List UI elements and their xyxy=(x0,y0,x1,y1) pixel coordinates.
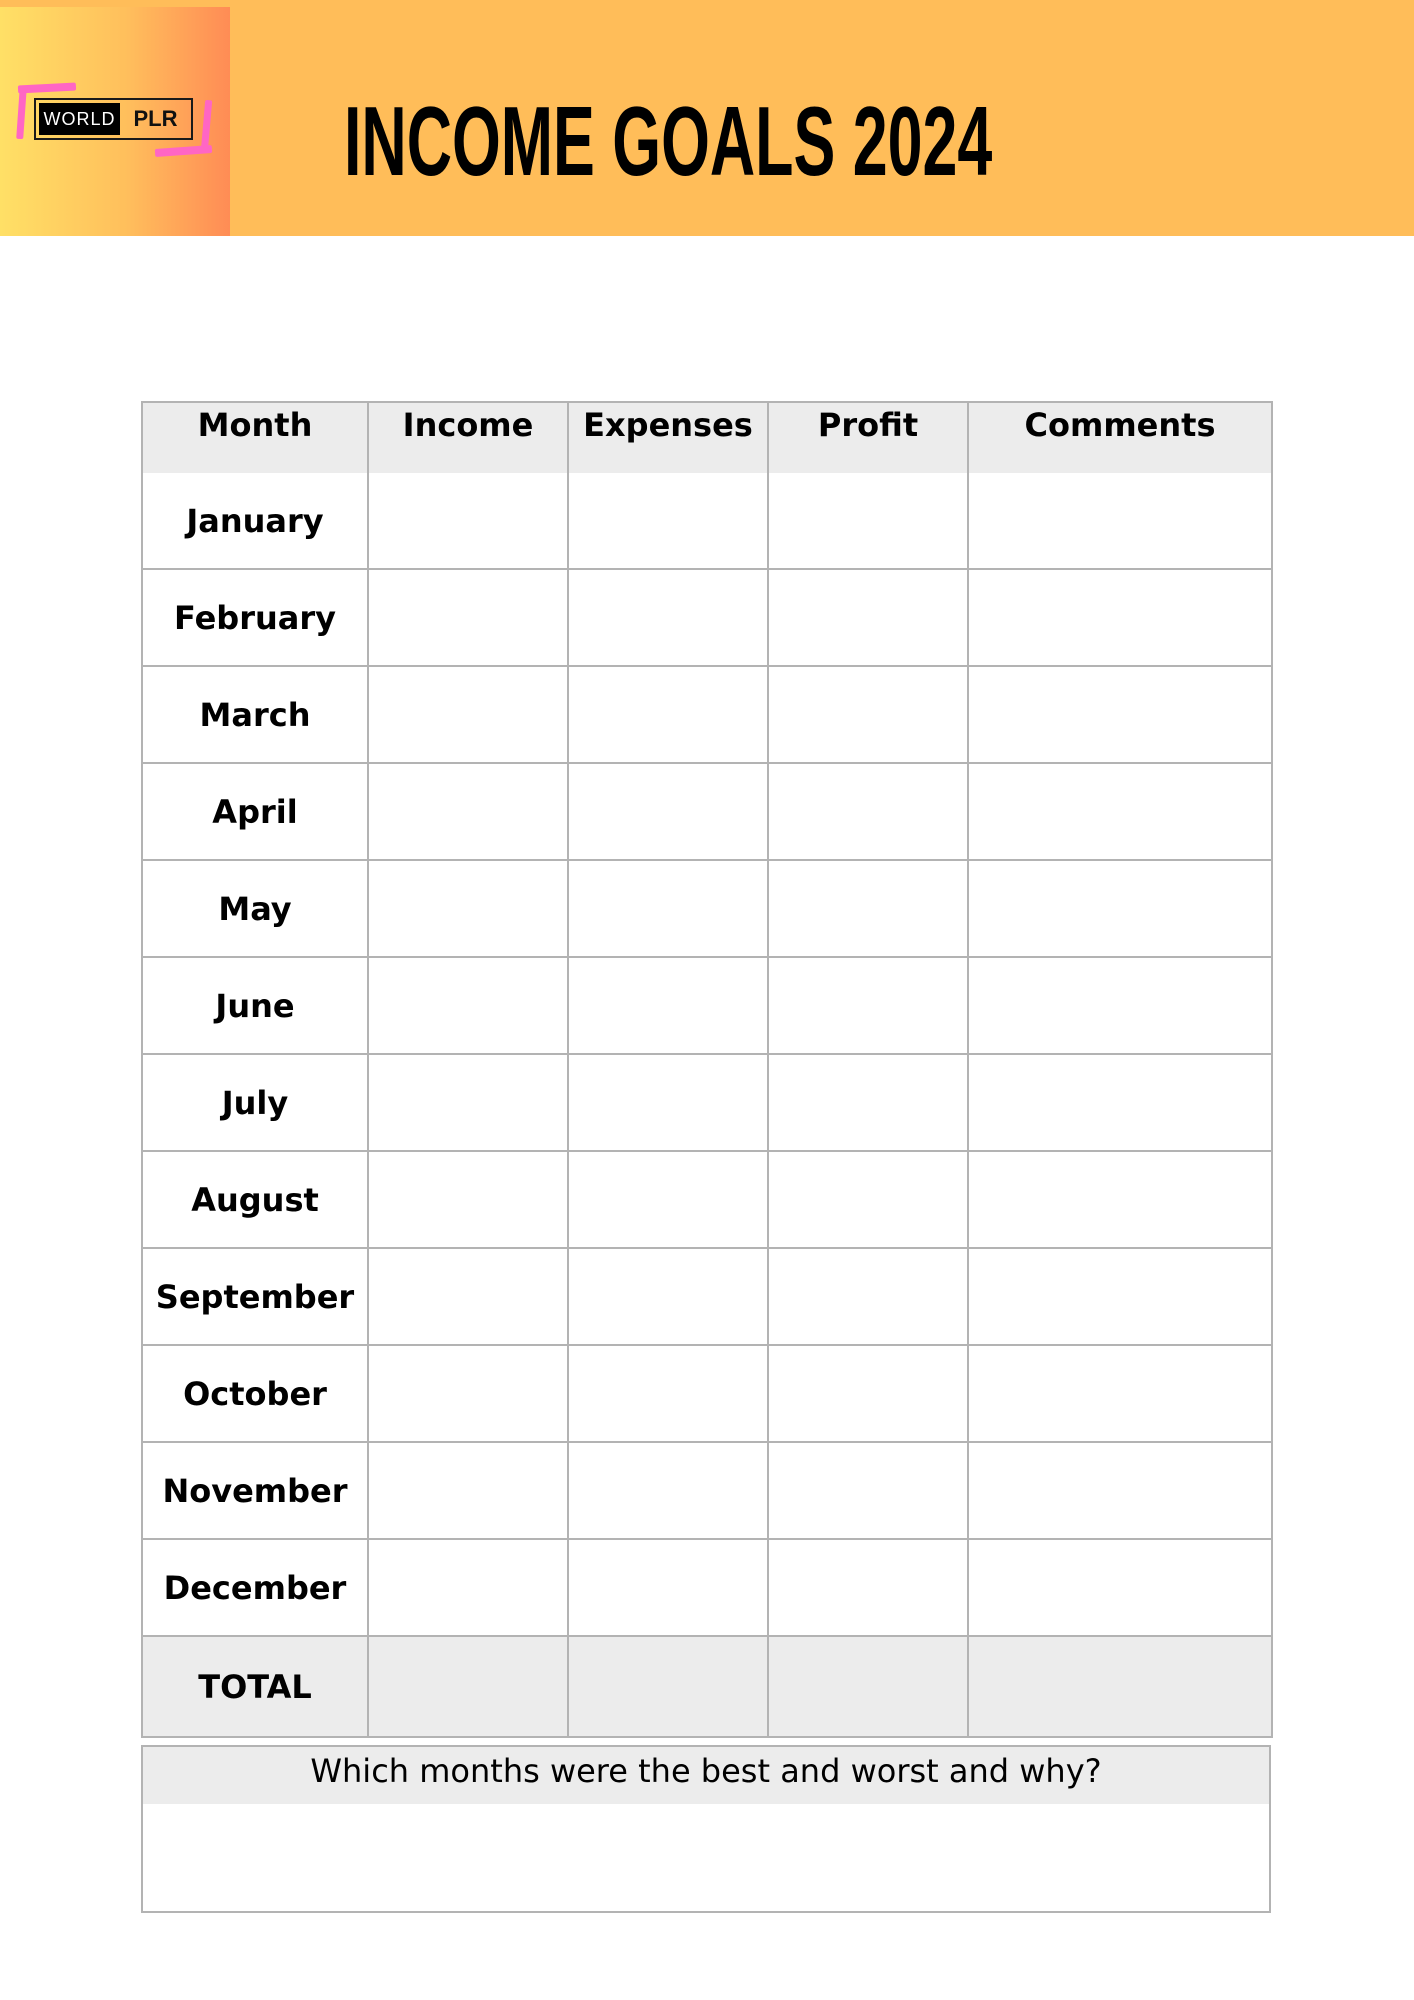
expenses-cell[interactable] xyxy=(568,1248,768,1345)
table-row xyxy=(142,1248,1272,1345)
comments-cell[interactable] xyxy=(968,473,1272,569)
month-label: August xyxy=(142,1151,368,1248)
table-row xyxy=(142,1151,1272,1248)
column-header-income: Income xyxy=(368,402,568,473)
month-label: September xyxy=(142,1248,368,1345)
total-income-cell[interactable] xyxy=(368,1636,568,1737)
total-comments-cell[interactable] xyxy=(968,1636,1272,1737)
profit-cell[interactable] xyxy=(768,1248,968,1345)
income-cell[interactable] xyxy=(368,1054,568,1151)
profit-cell[interactable] xyxy=(768,860,968,957)
month-label: February xyxy=(142,569,368,666)
comments-cell[interactable] xyxy=(968,1539,1272,1636)
table-row xyxy=(142,1054,1272,1151)
expenses-cell[interactable] xyxy=(568,666,768,763)
income-cell[interactable] xyxy=(368,473,568,569)
month-label: May xyxy=(142,860,368,957)
income-cell[interactable] xyxy=(368,763,568,860)
comments-cell[interactable] xyxy=(968,569,1272,666)
page-title: INCOME GOALS 2024 xyxy=(344,86,993,196)
logo-box xyxy=(34,98,193,140)
logo-brush-stroke xyxy=(16,87,27,139)
profit-cell[interactable] xyxy=(768,569,968,666)
profit-cell[interactable] xyxy=(768,1151,968,1248)
expenses-cell[interactable] xyxy=(568,1151,768,1248)
month-label: November xyxy=(142,1442,368,1539)
income-cell[interactable] xyxy=(368,1539,568,1636)
total-label: TOTAL xyxy=(142,1636,368,1737)
logo xyxy=(0,7,230,236)
income-goals-table xyxy=(141,401,1273,1738)
logo-word-world: WORLD xyxy=(39,103,120,135)
column-header-month: Month xyxy=(142,402,368,473)
income-cell[interactable] xyxy=(368,666,568,763)
expenses-cell[interactable] xyxy=(568,1539,768,1636)
table-row xyxy=(142,569,1272,666)
month-label: July xyxy=(142,1054,368,1151)
total-expenses-cell[interactable] xyxy=(568,1636,768,1737)
comments-cell[interactable] xyxy=(968,1151,1272,1248)
expenses-cell[interactable] xyxy=(568,763,768,860)
column-header-profit: Profit xyxy=(768,402,968,473)
comments-cell[interactable] xyxy=(968,666,1272,763)
table-row xyxy=(142,860,1272,957)
income-cell[interactable] xyxy=(368,957,568,1054)
table-row xyxy=(142,763,1272,860)
table-row xyxy=(142,1442,1272,1539)
expenses-cell[interactable] xyxy=(568,569,768,666)
income-cell[interactable] xyxy=(368,860,568,957)
expenses-cell[interactable] xyxy=(568,957,768,1054)
table-row xyxy=(142,1539,1272,1636)
profit-cell[interactable] xyxy=(768,1442,968,1539)
month-label: December xyxy=(142,1539,368,1636)
expenses-cell[interactable] xyxy=(568,1345,768,1442)
month-label: April xyxy=(142,763,368,860)
profit-cell[interactable] xyxy=(768,763,968,860)
profit-cell[interactable] xyxy=(768,957,968,1054)
expenses-cell[interactable] xyxy=(568,1054,768,1151)
table-row xyxy=(142,1345,1272,1442)
income-cell[interactable] xyxy=(368,1248,568,1345)
profit-cell[interactable] xyxy=(768,666,968,763)
profit-cell[interactable] xyxy=(768,1345,968,1442)
profit-cell[interactable] xyxy=(768,473,968,569)
income-cell[interactable] xyxy=(368,569,568,666)
expenses-cell[interactable] xyxy=(568,473,768,569)
comments-cell[interactable] xyxy=(968,957,1272,1054)
comments-cell[interactable] xyxy=(968,860,1272,957)
month-label: January xyxy=(142,473,368,569)
income-cell[interactable] xyxy=(368,1345,568,1442)
month-label: March xyxy=(142,666,368,763)
month-label: June xyxy=(142,957,368,1054)
table-header-row xyxy=(142,402,1272,473)
income-cell[interactable] xyxy=(368,1442,568,1539)
comments-cell[interactable] xyxy=(968,1345,1272,1442)
profit-cell[interactable] xyxy=(768,1539,968,1636)
month-label: October xyxy=(142,1345,368,1442)
total-profit-cell[interactable] xyxy=(768,1636,968,1737)
profit-cell[interactable] xyxy=(768,1054,968,1151)
expenses-cell[interactable] xyxy=(568,860,768,957)
header-banner xyxy=(0,0,1414,236)
column-header-expenses: Expenses xyxy=(568,402,768,473)
table-row xyxy=(142,666,1272,763)
table-row xyxy=(142,957,1272,1054)
table-row xyxy=(142,473,1272,569)
column-header-comments: Comments xyxy=(968,402,1272,473)
income-cell[interactable] xyxy=(368,1151,568,1248)
comments-cell[interactable] xyxy=(968,1054,1272,1151)
expenses-cell[interactable] xyxy=(568,1442,768,1539)
comments-cell[interactable] xyxy=(968,763,1272,860)
logo-word-plr: PLR xyxy=(133,106,178,131)
comments-cell[interactable] xyxy=(968,1442,1272,1539)
comments-cell[interactable] xyxy=(968,1248,1272,1345)
total-row xyxy=(142,1636,1272,1737)
reflection-prompt: Which months were the best and worst and why? xyxy=(143,1747,1269,1804)
reflection-box xyxy=(141,1745,1271,1913)
